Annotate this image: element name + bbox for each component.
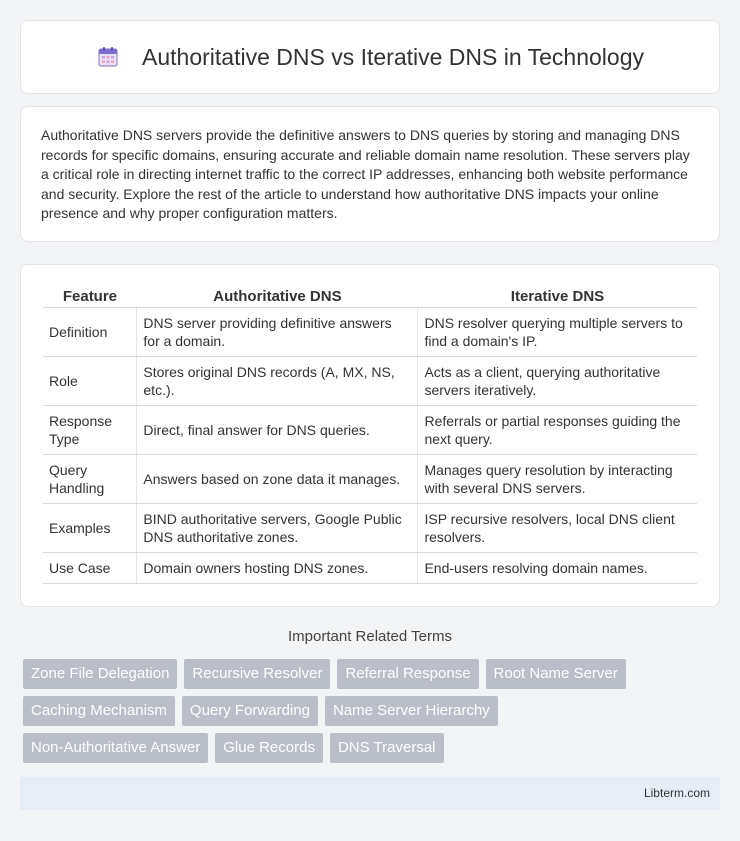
authoritative-cell: Stores original DNS records (A, MX, NS, etc.).	[137, 356, 418, 405]
feature-cell: Use Case	[43, 552, 137, 583]
authoritative-cell: DNS server providing definitive answers for a domain.	[137, 307, 418, 356]
comparison-card	[20, 264, 720, 607]
authoritative-cell: Direct, final answer for DNS queries.	[137, 405, 418, 454]
tag-query-forwarding[interactable]: Query Forwarding	[182, 696, 318, 726]
feature-cell: Examples	[43, 503, 137, 552]
header-iterative: Iterative DNS	[418, 285, 697, 307]
iterative-cell: End-users resolving domain names.	[418, 552, 697, 583]
table-row	[43, 552, 697, 583]
related-terms-heading: Important Related Terms	[288, 628, 452, 645]
tag-referral-response[interactable]: Referral Response	[337, 659, 478, 689]
intro-paragraph: Authoritative DNS servers provide the definitive answers to DNS queries by storing and managing DNS records for specific domains, ensuring accurate and reliable domain name resolution. These servers play a critical role in directing internet traffic to the correct IP addresses, enhancing both website performance and security. Explore the rest of the article to understand how authoritative DNS impacts your online presence and why proper configuration matters.	[41, 127, 690, 221]
related-terms-list	[23, 659, 723, 770]
iterative-cell: ISP recursive resolvers, local DNS client resolvers.	[418, 503, 697, 552]
authoritative-cell: Answers based on zone data it manages.	[137, 454, 418, 503]
feature-cell: Query Handling	[43, 454, 137, 503]
feature-cell: Definition	[43, 307, 137, 356]
table-row	[43, 307, 697, 356]
tag-name-server-hierarchy[interactable]: Name Server Hierarchy	[325, 696, 498, 726]
tag-row	[23, 659, 723, 689]
tag-zone-file-delegation[interactable]: Zone File Delegation	[23, 659, 177, 689]
title-card	[20, 20, 720, 94]
feature-cell: Role	[43, 356, 137, 405]
tag-recursive-resolver[interactable]: Recursive Resolver	[184, 659, 330, 689]
tag-dns-traversal[interactable]: DNS Traversal	[330, 733, 444, 763]
table-row	[43, 503, 697, 552]
iterative-cell: Referrals or partial responses guiding the next query.	[418, 405, 697, 454]
footer-site-link[interactable]: Libterm.com	[643, 786, 710, 800]
authoritative-cell: Domain owners hosting DNS zones.	[137, 552, 418, 583]
tag-row	[23, 733, 723, 763]
table-header-row	[43, 285, 697, 307]
iterative-cell: DNS resolver querying multiple servers to find a domain's IP.	[418, 307, 697, 356]
tag-caching-mechanism[interactable]: Caching Mechanism	[23, 696, 175, 726]
tag-root-name-server[interactable]: Root Name Server	[486, 659, 626, 689]
tag-row	[23, 696, 723, 726]
header-feature: Feature	[43, 285, 137, 307]
tag-glue-records[interactable]: Glue Records	[215, 733, 323, 763]
tag-non-authoritative-answer[interactable]: Non-Authoritative Answer	[23, 733, 208, 763]
intro-card	[20, 106, 720, 242]
table-row	[43, 356, 697, 405]
calendar-icon	[96, 45, 120, 69]
footer	[20, 777, 720, 810]
header-authoritative: Authoritative DNS	[137, 285, 418, 307]
comparison-table	[43, 285, 697, 584]
authoritative-cell: BIND authoritative servers, Google Public DNS authoritative zones.	[137, 503, 418, 552]
iterative-cell: Acts as a client, querying authoritative servers iteratively.	[418, 356, 697, 405]
page-title: Authoritative DNS vs Iterative DNS in Technology	[142, 43, 644, 70]
table-row	[43, 405, 697, 454]
table-row	[43, 454, 697, 503]
iterative-cell: Manages query resolution by interacting with several DNS servers.	[418, 454, 697, 503]
feature-cell: Response Type	[43, 405, 137, 454]
